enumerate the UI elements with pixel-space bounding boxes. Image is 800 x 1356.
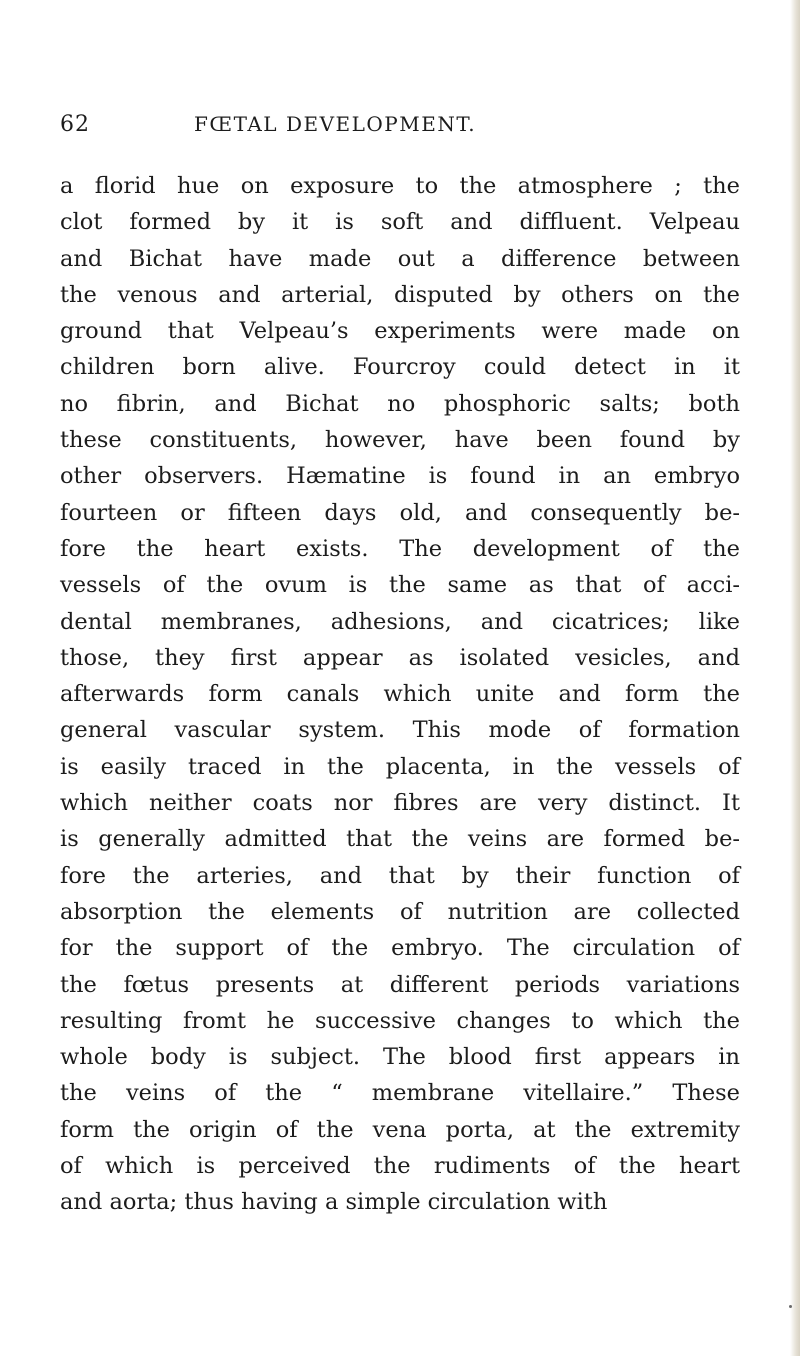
text-line: whole body is subject. The blood first appears in bbox=[60, 1044, 740, 1071]
text-line: dental membranes, adhesions, and cicatrices; like bbox=[60, 608, 740, 635]
text-line: these constituents, however, have been found by bbox=[60, 427, 740, 454]
text-line: fore the heart exists. The development of the bbox=[60, 535, 740, 562]
text-line: the fœtus presents at different periods variations bbox=[60, 971, 740, 998]
text-line: form the origin of the vena porta, at the extremity bbox=[60, 1116, 740, 1143]
text-line: ground that Velpeau’s experiments were made on bbox=[60, 318, 740, 345]
text-line: is generally admitted that the veins are formed be- bbox=[60, 826, 740, 853]
text-line: other observers. Hæmatine is found in an embryo bbox=[60, 463, 740, 490]
text-line: fourteen or fifteen days old, and consequently be- bbox=[60, 499, 740, 526]
text-line: clot formed by it is soft and diffluent. Velpeau bbox=[60, 209, 740, 236]
text-line: of which is perceived the rudiments of the heart bbox=[60, 1153, 740, 1180]
text-line: afterwards form canals which unite and form the bbox=[60, 681, 740, 708]
text-line: for the support of the embryo. The circulation of bbox=[60, 935, 740, 962]
text-line: and Bichat have made out a difference between bbox=[60, 245, 740, 272]
text-line: absorption the elements of nutrition are collected bbox=[60, 898, 740, 925]
text-line: is easily traced in the placenta, in the vessels of bbox=[60, 753, 740, 780]
body-text bbox=[60, 168, 740, 1221]
text-line: a florid hue on exposure to the atmosphere ; the bbox=[60, 173, 740, 199]
page-edge-shadow bbox=[790, 0, 800, 1356]
text-line: which neither coats nor fibres are very distinct. It bbox=[60, 790, 740, 817]
text-line: and aorta; thus having a simple circulation with bbox=[60, 1189, 608, 1216]
text-line: general vascular system. This mode of formation bbox=[60, 717, 740, 744]
text-line: children born alive. Fourcroy could detect in it bbox=[60, 354, 740, 381]
running-head: FŒTAL DEVELOPMENT. bbox=[194, 112, 477, 136]
ink-speck bbox=[789, 1305, 792, 1308]
page-number: 62 bbox=[60, 112, 90, 137]
text-line: fore the arteries, and that by their function of bbox=[60, 862, 740, 889]
text-line: the veins of the “ membrane vitellaire.” These bbox=[60, 1080, 740, 1107]
text-line: resulting fromt he successive changes to which the bbox=[60, 1007, 740, 1034]
text-line: the venous and arterial, disputed by others on the bbox=[60, 281, 740, 308]
page-header bbox=[60, 112, 740, 142]
text-line: those, they first appear as isolated vesicles, and bbox=[60, 644, 740, 671]
text-line: no fibrin, and Bichat no phosphoric salts; both bbox=[60, 390, 740, 417]
text-line: vessels of the ovum is the same as that of acci- bbox=[60, 572, 740, 599]
